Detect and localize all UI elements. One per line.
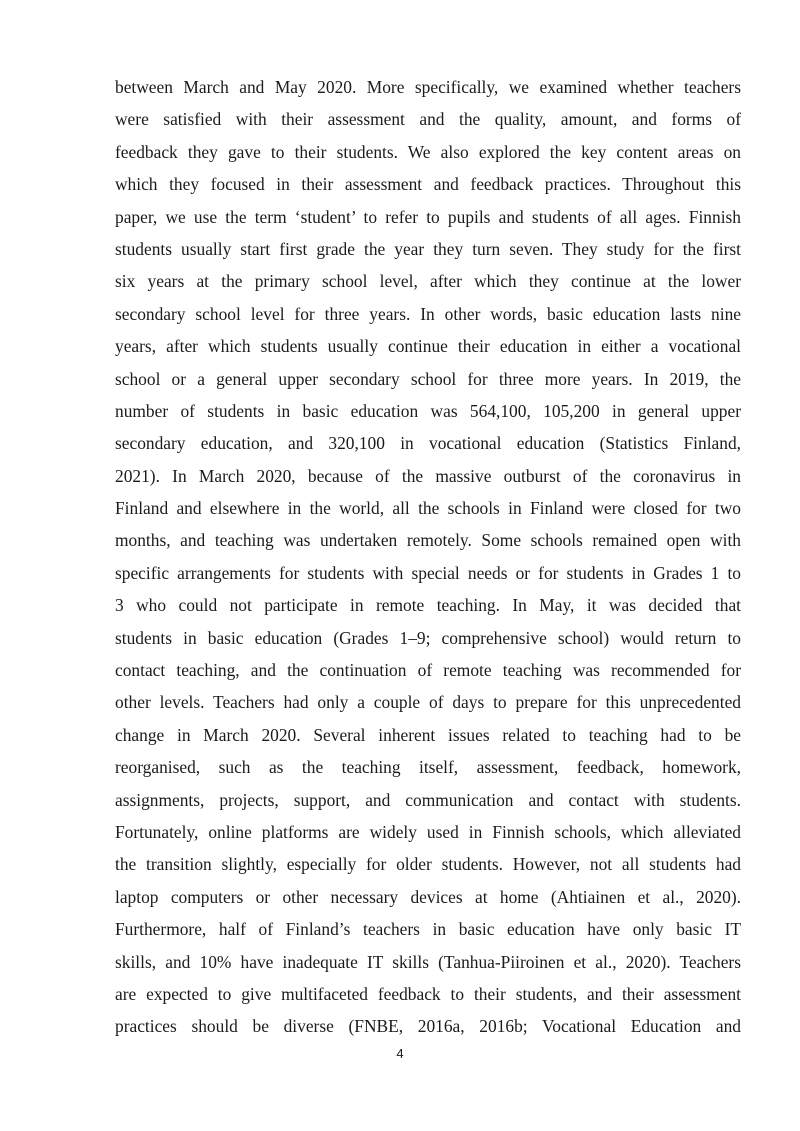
text-line: feedback they gave to their students. We also explored the key content areas on [115,141,741,162]
text-line: were satisfied with their assessment and the quality, amount, and forms of [115,109,741,130]
text-line: the transition slightly, especially for older students. However, not all students had [115,854,741,875]
page-number: 4 [396,1046,404,1061]
text-line: students in basic education (Grades 1–9; comprehensive school) would return to [115,627,741,648]
text-line: assignments, projects, support, and communication and contact with students. [115,789,741,810]
text-line: laptop computers or other necessary devices at home (Ahtiainen et al., 2020). [115,886,741,907]
text-line: students usually start first grade the year they turn seven. They study for the first [115,238,741,259]
text-line: change in March 2020. Several inherent issues related to teaching had to be [115,724,741,745]
text-line: school or a general upper secondary school for three more years. In 2019, the [115,368,741,389]
text-line: 3 who could not participate in remote teaching. In May, it was decided that [115,595,741,616]
text-line: number of students in basic education was 564,100, 105,200 in general upper [115,400,741,421]
text-line: Furthermore, half of Finland’s teachers in basic education have only basic IT [115,919,741,940]
text-line: specific arrangements for students with special needs or for students in Grades 1 to [115,562,741,583]
text-line: years, after which students usually continue their education in either a vocational [115,336,741,357]
text-line: six years at the primary school level, after which they continue at the lower [115,271,741,292]
text-line: Fortunately, online platforms are widely used in Finnish schools, which alleviated [115,821,741,842]
text-line: other levels. Teachers had only a couple of days to prepare for this unprecedented [115,692,741,713]
text-line: which they focused in their assessment and feedback practices. Throughout this [115,174,741,195]
text-line: secondary education, and 320,100 in vocational education (Statistics Finland, [115,433,741,454]
text-line: reorganised, such as the teaching itself, assessment, feedback, homework, [115,757,741,778]
text-line: between March and May 2020. More specifically, we examined whether teachers [115,77,741,97]
text-line: are expected to give multifaceted feedback to their students, and their assessment [115,983,741,1004]
body-text [115,71,741,1043]
text-line: paper, we use the term ‘student’ to refer to pupils and students of all ages. Finnish [115,206,741,227]
text-line: practices should be diverse (FNBE, 2016a, 2016b; Vocational Education and [115,1016,741,1037]
text-line: months, and teaching was undertaken remotely. Some schools remained open with [115,530,741,551]
text-line: 2021). In March 2020, because of the massive outburst of the coronavirus in [115,465,741,486]
text-line: secondary school level for three years. In other words, basic education lasts nine [115,303,741,324]
text-line: skills, and 10% have inadequate IT skills (Tanhua-Piiroinen et al., 2020). Teachers [115,951,741,972]
text-line: contact teaching, and the continuation of remote teaching was recommended for [115,660,741,681]
text-line: Finland and elsewhere in the world, all the schools in Finland were closed for two [115,498,741,519]
